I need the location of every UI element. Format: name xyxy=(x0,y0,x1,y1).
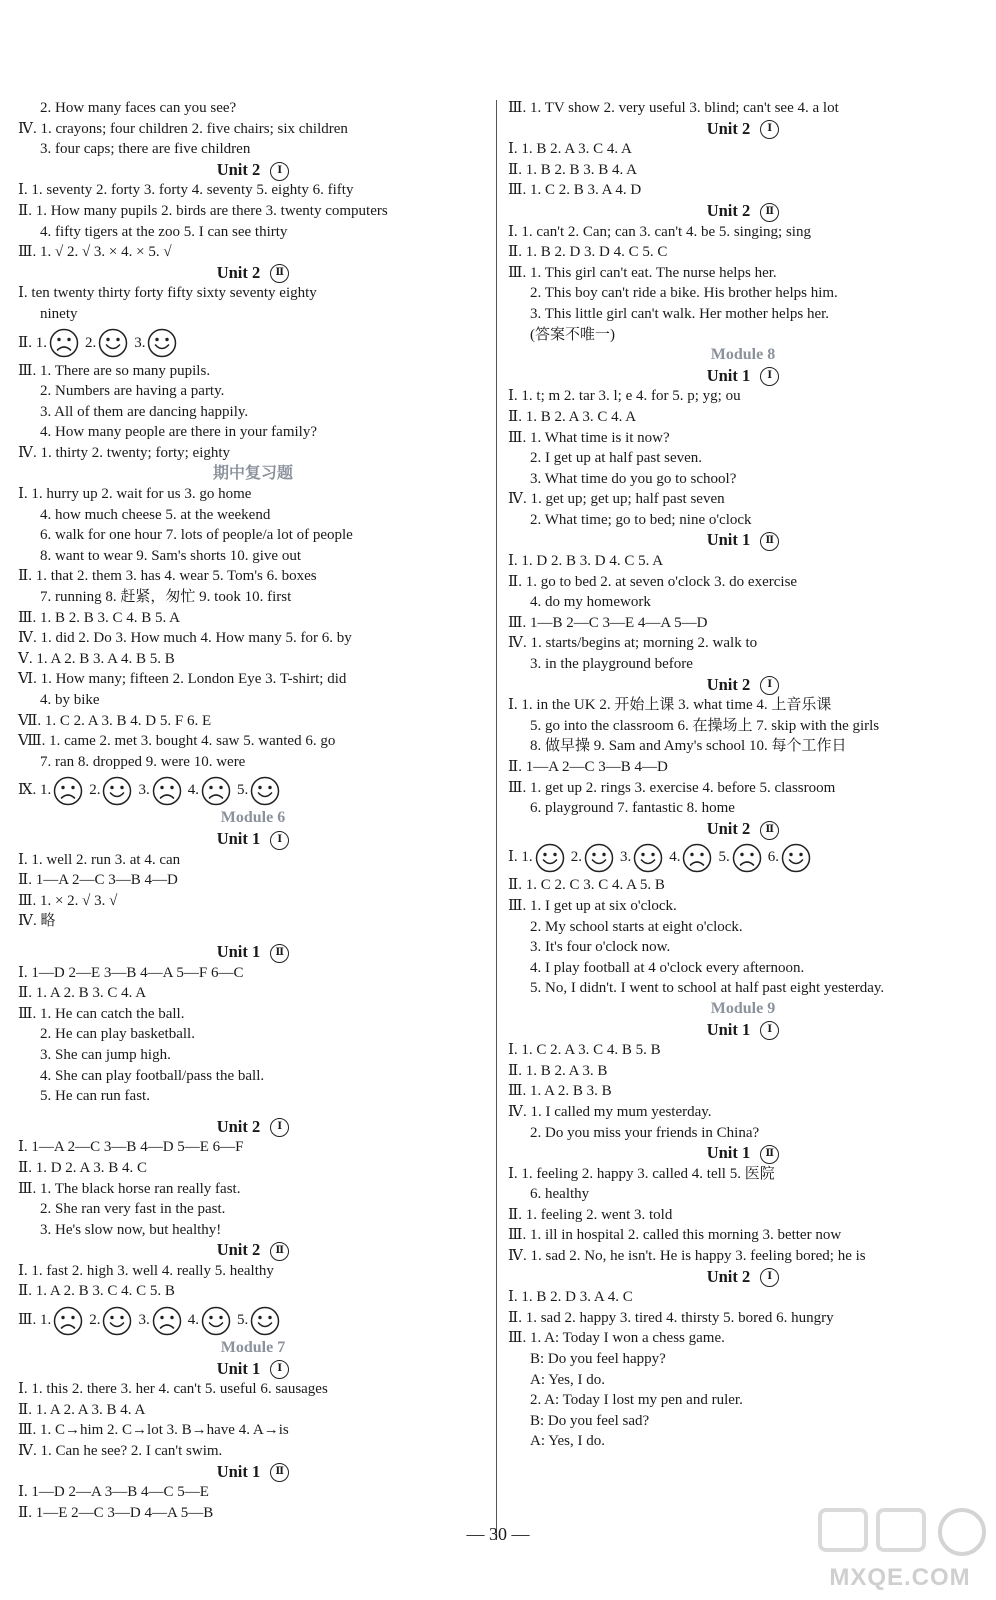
answer-line: Ⅰ. 1. B 2. A 3. C 4. A xyxy=(508,141,632,158)
answer-line: Ⅲ. 1. What time is it now? xyxy=(508,429,670,446)
answer-line: Ⅱ. 1. feeling 2. went 3. told xyxy=(508,1206,673,1223)
answer-line: 2. I get up at half past seven. xyxy=(530,450,703,467)
unit-heading xyxy=(18,263,488,284)
sad-face-icon xyxy=(732,843,762,873)
face-number: 4. xyxy=(669,849,681,866)
answer-line: Ⅱ. 1. A 2. B 3. C 4. C 5. B xyxy=(18,1283,175,1300)
smiley-face-icon xyxy=(584,843,614,873)
answer-line: 4. by bike xyxy=(40,692,100,709)
unit-heading-label: Unit 1 xyxy=(216,1358,261,1378)
module-heading: Module 6 xyxy=(220,809,286,827)
answer-line: Ⅲ. 1. √ 2. √ 3. × 4. × 5. √ xyxy=(18,244,172,261)
answer-line: 2. She ran very fast in the past. xyxy=(40,1201,226,1218)
answer-line: Ⅱ. 1. B 2. D 3. D 4. C 5. C xyxy=(508,244,668,261)
answer-line: 2. A: Today I lost my pen and ruler. xyxy=(530,1392,743,1409)
sad-face-icon xyxy=(201,776,231,806)
smiley-face-icon xyxy=(98,328,128,358)
answer-line: Ⅰ. 1. fast 2. high 3. well 4. really 5. healthy xyxy=(18,1262,274,1279)
answer-line: Ⅱ. 1—A 2—C 3—B 4—D xyxy=(18,872,178,889)
face-number: 6. xyxy=(767,849,779,866)
answer-line: Ⅰ. 1. can't 2. Can; can 3. can't 4. be 5. singing; sing xyxy=(508,223,811,240)
answer-line: A: Yes, I do. xyxy=(530,1371,606,1388)
answer-line: Ⅱ. 1. B 2. A 3. C 4. A xyxy=(508,408,637,425)
answer-line: Ⅳ. 1. sad 2. No, he isn't. He is happy 3. feeling bored; he is xyxy=(508,1248,866,1265)
answer-line: Ⅰ. 1. seventy 2. forty 3. forty 4. seventy 5. eighty 6. fifty xyxy=(18,182,354,199)
answer-line: Ⅲ. 1. B 2. B 3. C 4. B 5. A xyxy=(18,609,180,626)
answer-line: Ⅲ. 1. I get up at six o'clock. xyxy=(508,897,677,914)
module-heading: Module 7 xyxy=(220,1339,286,1357)
circled-roman-numeral: Ⅱ xyxy=(760,203,779,222)
answer-line: Ⅲ. 1. TV show 2. very useful 3. blind; can't see 4. a lot xyxy=(508,100,839,116)
face-number: 2. xyxy=(84,334,97,351)
smiley-face-icon xyxy=(147,328,177,358)
answer-line: Ⅳ. 略 xyxy=(18,913,56,930)
answer-line: 7. ran 8. dropped 9. were 10. were xyxy=(40,753,246,770)
answer-line: Ⅰ. 1—D 2—A 3—B 4—C 5—E xyxy=(18,1484,209,1501)
unit-heading xyxy=(18,1462,488,1483)
smiley-face-icon xyxy=(250,776,280,806)
circled-roman-numeral: Ⅱ xyxy=(270,1242,289,1261)
unit-heading xyxy=(508,675,978,696)
unit-heading xyxy=(508,1267,978,1288)
face-number: 5. xyxy=(236,1312,249,1329)
unit-heading-label: Unit 2 xyxy=(706,200,751,220)
unit-heading xyxy=(508,1143,978,1164)
answer-line: Ⅱ. 1—A 2—C 3—B 4—D xyxy=(508,759,668,775)
answer-line: Ⅷ. 1. came 2. met 3. bought 4. saw 5. wanted 6. go xyxy=(18,733,336,750)
answer-line: 7. running 8. 赶紧，匆忙 9. took 10. first xyxy=(40,589,292,606)
answer-line: 4. She can play football/pass the ball. xyxy=(40,1067,265,1084)
answer-line: Ⅲ. 1. The black horse ran really fast. xyxy=(18,1180,241,1197)
face-number: 4. xyxy=(187,1312,199,1329)
answer-line: Ⅰ. 1. C 2. A 3. C 4. B 5. B xyxy=(508,1042,661,1059)
answer-line: 8. 做早操 9. Sam and Amy's school 10. 每个工作日 xyxy=(530,738,847,755)
answer-line: 3. This little girl can't walk. Her mother helps her. xyxy=(530,305,830,322)
sad-face-icon xyxy=(152,1306,182,1336)
answer-line: Ⅲ. 1. This girl can't eat. The nurse helps her. xyxy=(508,264,777,281)
unit-heading xyxy=(508,530,978,551)
spacer xyxy=(18,1107,488,1117)
answer-line: Ⅵ. 1. How many; fifteen 2. London Eye 3. T-shirt; did xyxy=(18,671,347,688)
unit-heading-label: Unit 1 xyxy=(706,530,751,550)
unit-heading-label: Unit 1 xyxy=(216,941,261,961)
answer-line: Ⅰ. 1. hurry up 2. wait for us 3. go home xyxy=(18,486,252,503)
answer-line: Ⅱ. 1. go to bed 2. at seven o'clock 3. do exercise xyxy=(508,573,798,590)
smiley-face-icon xyxy=(781,843,811,873)
circled-roman-numeral: Ⅰ xyxy=(270,1118,289,1137)
circled-roman-numeral: Ⅰ xyxy=(270,1360,289,1379)
unit-heading xyxy=(18,1240,488,1261)
sad-face-icon xyxy=(49,328,79,358)
answer-line: Ⅶ. 1. C 2. A 3. B 4. D 5. F 6. E xyxy=(18,712,212,729)
answer-line: Ⅳ. 1. get up; get up; half past seven xyxy=(508,491,725,508)
unit-heading xyxy=(18,942,488,963)
unit-heading-label: Unit 2 xyxy=(216,262,261,282)
unit-heading xyxy=(18,829,488,850)
unit-heading-label: Unit 1 xyxy=(216,829,261,848)
circled-roman-numeral: Ⅰ xyxy=(760,120,779,139)
answer-line: Ⅰ. 1. B 2. D 3. A 4. C xyxy=(508,1289,633,1306)
circled-roman-numeral: Ⅱ xyxy=(270,1463,289,1482)
answer-line: Ⅲ. 1. C→him 2. C→lot 3. B→have 4. A→is xyxy=(18,1422,289,1439)
answer-line: Ⅱ. 1. How many pupils 2. birds are there 3. twenty computers xyxy=(18,202,388,219)
unit-heading-label: Unit 2 xyxy=(216,1116,261,1136)
answer-line: 2. My school starts at eight o'clock. xyxy=(530,918,743,935)
smiley-face-icon xyxy=(535,843,565,873)
unit-heading-label: Unit 1 xyxy=(706,365,751,385)
unit-heading xyxy=(508,1020,978,1041)
smiley-face-icon xyxy=(102,1306,132,1336)
answer-line: (答案不唯一) xyxy=(530,326,615,343)
right-column xyxy=(508,98,978,1452)
watermark-logo xyxy=(812,1496,988,1592)
answer-line: Ⅴ. 1. A 2. B 3. A 4. B 5. B xyxy=(18,650,175,667)
answer-line: Ⅱ. 1. B 2. A 3. B xyxy=(508,1062,608,1079)
watermark-text: MXQE.COM xyxy=(829,1564,971,1591)
unit-heading-label: Unit 1 xyxy=(216,1461,261,1481)
answer-line: 3. in the playground before xyxy=(530,656,693,673)
face-line-label: Ⅱ. 1. xyxy=(18,334,47,351)
unit-heading-label: Unit 2 xyxy=(706,818,751,838)
answer-line: 3. It's four o'clock now. xyxy=(530,939,671,956)
answer-line: Ⅱ. 1. sad 2. happy 3. tired 4. thirsty 5. bored 6. hungry xyxy=(508,1309,834,1326)
answer-line: Ⅱ. 1. A 2. B 3. C 4. A xyxy=(18,985,147,1002)
watermark-seal-icon xyxy=(812,1496,988,1566)
face-line-label: Ⅸ. 1. xyxy=(18,782,52,799)
answer-line: 4. I play football at 4 o'clock every afternoon. xyxy=(530,959,805,976)
answer-line: 2. Numbers are having a party. xyxy=(40,383,225,400)
answer-line: Ⅲ. 1. C 2. B 3. A 4. D xyxy=(508,182,642,199)
unit-heading xyxy=(18,1359,488,1380)
answer-line: 3. She can jump high. xyxy=(40,1046,171,1063)
answer-line: Ⅰ. 1. feeling 2. happy 3. called 4. tell 5. 医院 xyxy=(508,1165,775,1182)
answer-line: Ⅰ. 1. t; m 2. tar 3. l; e 4. for 5. p; yg; ou xyxy=(508,388,741,405)
left-column xyxy=(18,98,488,1523)
answer-line: 5. No, I didn't. I went to school at half past eight yesterday. xyxy=(530,980,885,997)
face-number: 3. xyxy=(138,782,150,799)
face-number: 3. xyxy=(138,1312,150,1329)
face-answer-line xyxy=(18,772,488,808)
answer-line: 2. This boy can't ride a bike. His brother helps him. xyxy=(530,285,838,302)
answer-line: 3. What time do you go to school? xyxy=(530,470,737,487)
face-number: 2. xyxy=(89,1312,101,1329)
answer-line: 2. What time; go to bed; nine o'clock xyxy=(530,511,752,528)
unit-heading-label: Unit 1 xyxy=(706,1019,751,1039)
unit-heading-label: Unit 1 xyxy=(706,1143,751,1163)
face-answer-line xyxy=(18,1302,488,1338)
smiley-face-icon xyxy=(250,1306,280,1336)
circled-roman-numeral: Ⅰ xyxy=(270,162,289,181)
page-number: — 30 — xyxy=(466,1524,530,1544)
face-answer-line xyxy=(508,839,978,875)
unit-heading xyxy=(18,1117,488,1138)
unit-heading-label: Unit 2 xyxy=(706,674,751,694)
answer-line: 6. playground 7. fantastic 8. home xyxy=(530,800,735,817)
answer-line: 4. do my homework xyxy=(530,594,651,611)
answer-line: 6. walk for one hour 7. lots of people/a lot of people xyxy=(40,527,353,544)
answer-line: Ⅰ. 1. this 2. there 3. her 4. can't 5. useful 6. sausages xyxy=(18,1381,328,1398)
answer-line: Ⅱ. 1. B 2. B 3. B 4. A xyxy=(508,161,637,178)
unit-heading xyxy=(508,819,978,840)
sad-face-icon xyxy=(152,776,182,806)
smiley-face-icon xyxy=(102,776,132,806)
answer-line: 8. want to wear 9. Sam's shorts 10. give out xyxy=(40,547,302,564)
circled-roman-numeral: Ⅰ xyxy=(760,676,779,695)
answer-line: 4. how much cheese 5. at the weekend xyxy=(40,506,271,523)
answer-line: 3. He's slow now, but healthy! xyxy=(40,1221,222,1238)
answer-line: 3. All of them are dancing happily. xyxy=(40,403,249,420)
answer-line: 5. go into the classroom 6. 在操场上 7. skip with the girls xyxy=(530,717,880,734)
answer-line: Ⅰ. 1. D 2. B 3. D 4. C 5. A xyxy=(508,553,664,570)
sad-face-icon xyxy=(53,1306,83,1336)
answer-line: 2. He can play basketball. xyxy=(40,1026,195,1043)
answer-line: Ⅰ. 1. well 2. run 3. at 4. can xyxy=(18,851,181,868)
face-number: 3. xyxy=(134,334,146,351)
answer-line: 4. How many people are there in your family? xyxy=(40,424,317,441)
face-line-label: Ⅲ. 1. xyxy=(18,1312,52,1329)
sad-face-icon xyxy=(682,843,712,873)
answer-line: 2. How many faces can you see? xyxy=(40,100,237,116)
answer-line: 4. fifty tigers at the zoo 5. I can see thirty xyxy=(40,223,288,240)
module-heading: Module 8 xyxy=(710,346,776,364)
answer-line: Ⅳ. 1. starts/begins at; morning 2. walk to xyxy=(508,635,758,652)
answer-line: B: Do you feel happy? xyxy=(530,1351,666,1368)
answer-line: Ⅱ. 1. C 2. C 3. C 4. A 5. B xyxy=(508,877,665,894)
face-number: 5. xyxy=(718,849,730,866)
face-line-label: Ⅰ. 1. xyxy=(508,849,533,866)
face-number: 2. xyxy=(89,782,101,799)
answer-line: Ⅱ. 1. that 2. them 3. has 4. wear 5. Tom's 6. boxes xyxy=(18,568,317,585)
answer-line: 6. healthy xyxy=(530,1186,590,1203)
column-divider xyxy=(496,100,497,1540)
answer-line: Ⅲ. 1. A 2. B 3. B xyxy=(508,1083,612,1100)
circled-roman-numeral: Ⅱ xyxy=(760,821,779,840)
answer-line: ninety xyxy=(40,305,78,322)
answer-line: Ⅲ. 1. get up 2. rings 3. exercise 4. before 5. classroom xyxy=(508,779,836,796)
face-number: 3. xyxy=(619,849,632,866)
answer-line: Ⅰ. 1—D 2—E 3—B 4—A 5—F 6—C xyxy=(18,964,244,981)
answer-line: Ⅱ. 1. A 2. A 3. B 4. A xyxy=(18,1401,146,1418)
answer-line: Ⅰ. 1. in the UK 2. 开始上课 3. what time 4. 上音乐课 xyxy=(508,697,832,714)
circled-roman-numeral: Ⅱ xyxy=(270,264,289,283)
spacer xyxy=(18,932,488,942)
circled-roman-numeral: Ⅰ xyxy=(270,831,289,850)
answer-line: A: Yes, I do. xyxy=(530,1433,606,1450)
answer-line: Ⅳ. 1. crayons; four children 2. five chairs; six children xyxy=(18,120,348,137)
circled-roman-numeral: Ⅰ xyxy=(760,367,779,386)
circled-roman-numeral: Ⅱ xyxy=(760,532,779,551)
answer-line: 2. Do you miss your friends in China? xyxy=(530,1124,760,1141)
answer-line: Ⅲ. 1. There are so many pupils. xyxy=(18,362,211,379)
face-number: 4. xyxy=(187,782,199,799)
sad-face-icon xyxy=(53,776,83,806)
answer-line: Ⅳ. 1. I called my mum yesterday. xyxy=(508,1103,712,1120)
answer-line: Ⅰ. 1—A 2—C 3—B 4—D 5—E 6—F xyxy=(18,1139,244,1156)
answer-line: Ⅳ. 1. thirty 2. twenty; forty; eighty xyxy=(18,444,231,461)
answer-line: Ⅲ. 1. He can catch the ball. xyxy=(18,1005,185,1022)
module-heading: Module 9 xyxy=(710,999,776,1017)
answer-line: Ⅲ. 1. ill in hospital 2. called this morning 3. better now xyxy=(508,1227,842,1244)
unit-heading xyxy=(508,366,978,387)
answer-line: Ⅳ. 1. Can he see? 2. I can't swim. xyxy=(18,1443,223,1460)
face-number: 5. xyxy=(236,782,249,799)
circled-roman-numeral: Ⅱ xyxy=(760,1145,779,1164)
unit-heading xyxy=(508,201,978,222)
answer-line: Ⅲ. 1. × 2. √ 3. √ xyxy=(18,892,118,909)
unit-heading-label: Unit 2 xyxy=(216,1240,261,1260)
answer-line: Ⅱ. 1. D 2. A 3. B 4. C xyxy=(18,1159,147,1176)
unit-heading-label: Unit 2 xyxy=(706,118,751,138)
answer-line: Ⅲ. 1—B 2—C 3—E 4—A 5—D xyxy=(508,614,708,631)
module-heading: 期中复习题 xyxy=(212,464,293,482)
answer-line: Ⅰ. ten twenty thirty forty fifty sixty seventy eighty xyxy=(18,285,317,302)
answer-line: 3. four caps; there are five children xyxy=(40,141,251,158)
answer-line: 5. He can run fast. xyxy=(40,1088,150,1105)
circled-roman-numeral: Ⅰ xyxy=(760,1021,779,1040)
answer-line: Ⅱ. 1—E 2—C 3—D 4—A 5—B xyxy=(18,1504,214,1521)
answer-line: Ⅲ. 1. A: Today I won a chess game. xyxy=(508,1330,725,1347)
unit-heading xyxy=(18,160,488,181)
answer-line: Ⅳ. 1. did 2. Do 3. How much 4. How many 5. for 6. by xyxy=(18,630,352,647)
face-number: 2. xyxy=(570,849,582,866)
circled-roman-numeral: Ⅰ xyxy=(760,1268,779,1287)
answer-line: B: Do you feel sad? xyxy=(530,1412,650,1429)
unit-heading-label: Unit 2 xyxy=(706,1266,751,1286)
smiley-face-icon xyxy=(201,1306,231,1336)
face-answer-line xyxy=(18,325,488,361)
smiley-face-icon xyxy=(633,843,663,873)
circled-roman-numeral: Ⅱ xyxy=(270,944,289,963)
unit-heading-label: Unit 2 xyxy=(216,159,261,179)
unit-heading xyxy=(508,119,978,140)
